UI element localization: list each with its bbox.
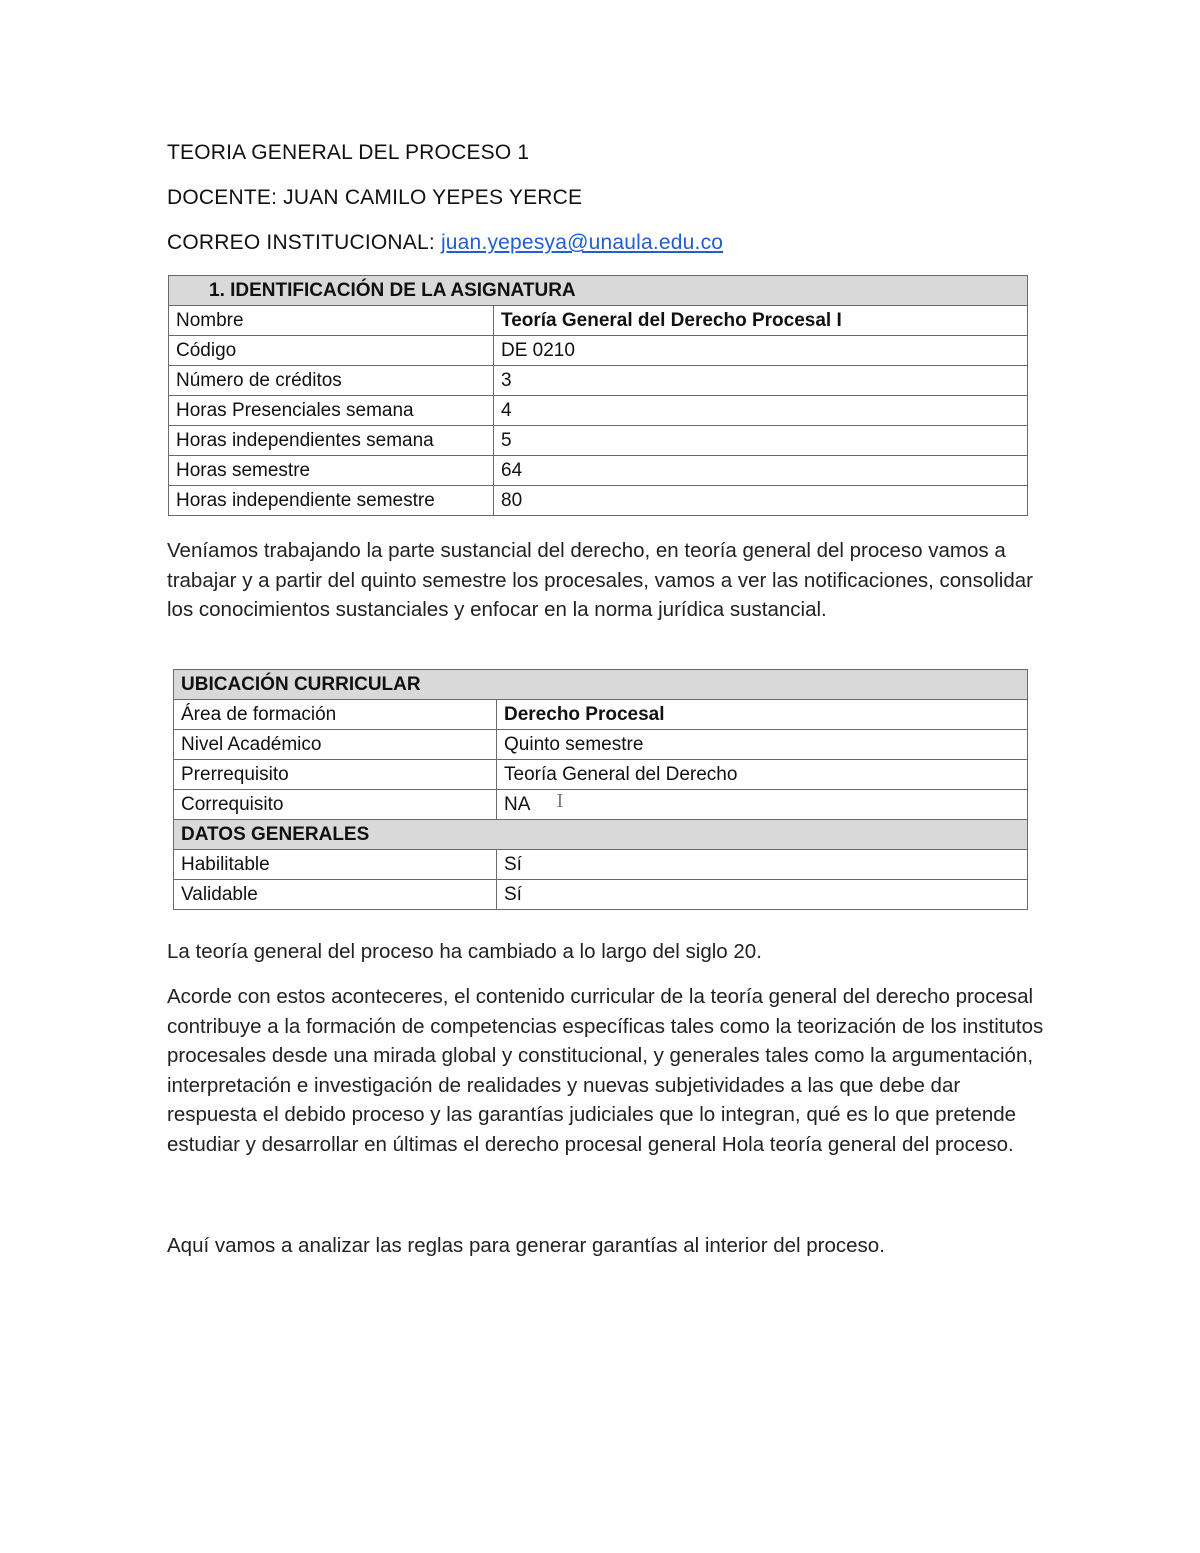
table-row <box>169 396 1028 426</box>
table-row <box>174 880 1028 910</box>
row-value: NA <box>504 793 531 815</box>
row-value: Teoría General del Derecho Procesal I <box>494 306 1028 336</box>
row-label: Horas Presenciales semana <box>169 396 494 426</box>
row-label: Área de formación <box>174 700 497 730</box>
table-row <box>174 850 1028 880</box>
row-label: Correquisito <box>174 790 497 820</box>
row-label: Prerrequisito <box>174 760 497 790</box>
identification-table <box>168 275 1028 516</box>
row-label: Horas independiente semestre <box>169 486 494 516</box>
table-row <box>169 366 1028 396</box>
row-label: Nivel Académico <box>174 730 497 760</box>
row-value: 3 <box>494 366 1028 396</box>
paragraph-curricular: Acorde con estos aconteceres, el contenido curricular de la teoría general del derecho procesal contribuye a la formación de competencias específicas tales como la teorización de los institutos procesales desde una mirada global y constitucional, y generales tales como la argumentación, interpretación e investigación de realidades y nuevas subjetividades a las que debe dar respuesta el debido proceso y las garantías judiciales que lo integran, qué es lo que pretende estudiar y desarrollar en últimas el derecho procesal general Hola teoría general del proceso. <box>167 985 1044 1156</box>
row-value: 5 <box>494 426 1028 456</box>
row-label: Horas independientes semana <box>169 426 494 456</box>
table-row <box>174 760 1028 790</box>
teacher-line: DOCENTE: JUAN CAMILO YEPES YERCE <box>167 186 583 209</box>
table-row <box>169 336 1028 366</box>
row-value: Sí <box>497 880 1028 910</box>
table-header-row <box>174 820 1028 850</box>
row-label: Horas semestre <box>169 456 494 486</box>
row-value: 4 <box>494 396 1028 426</box>
email-link[interactable]: juan.yepesya@unaula.edu.co <box>440 231 724 254</box>
email-separator: : <box>428 231 441 254</box>
table-row <box>169 456 1028 486</box>
row-label: Habilitable <box>174 850 497 880</box>
paragraph-change: La teoría general del proceso ha cambiado a lo largo del siglo 20. <box>167 940 762 963</box>
row-value: Quinto semestre <box>497 730 1028 760</box>
text-cursor-icon: I <box>556 790 564 812</box>
row-value: 80 <box>494 486 1028 516</box>
table-row <box>174 730 1028 760</box>
table-header-row <box>174 670 1028 700</box>
row-value: DE 0210 <box>494 336 1028 366</box>
row-value-cell <box>497 790 1028 820</box>
curricular-table <box>173 669 1028 910</box>
row-label: Nombre <box>169 306 494 336</box>
curricular-title: UBICACIÓN CURRICULAR <box>174 670 1028 700</box>
row-label: Número de créditos <box>169 366 494 396</box>
row-label: Código <box>169 336 494 366</box>
email-label: CORREO INSTITUCIONAL <box>167 231 429 254</box>
table-row <box>174 790 1028 820</box>
table-row <box>169 426 1028 456</box>
identification-title: 1. IDENTIFICACIÓN DE LA ASIGNATURA <box>169 276 1028 306</box>
paragraph-intro: Veníamos trabajando la parte sustancial del derecho, en teoría general del proceso vamos a trabajar y a partir del quinto semestre los procesales, vamos a ver las notificaciones, consolidar los conocimientos sustanciales y enfocar en la norma jurídica sustancial. <box>167 539 1033 621</box>
row-label: Validable <box>174 880 497 910</box>
email-line <box>167 231 723 255</box>
row-value: 64 <box>494 456 1028 486</box>
table-header-row <box>169 276 1028 306</box>
table-row <box>174 700 1028 730</box>
table-row <box>169 306 1028 336</box>
row-value: Teoría General del Derecho <box>497 760 1028 790</box>
row-value: Derecho Procesal <box>497 700 1028 730</box>
general-title: DATOS GENERALES <box>174 820 1028 850</box>
row-value: Sí <box>497 850 1028 880</box>
table-row <box>169 486 1028 516</box>
course-title: TEORIA GENERAL DEL PROCESO 1 <box>167 141 530 164</box>
paragraph-rules: Aquí vamos a analizar las reglas para generar garantías al interior del proceso. <box>167 1234 885 1257</box>
